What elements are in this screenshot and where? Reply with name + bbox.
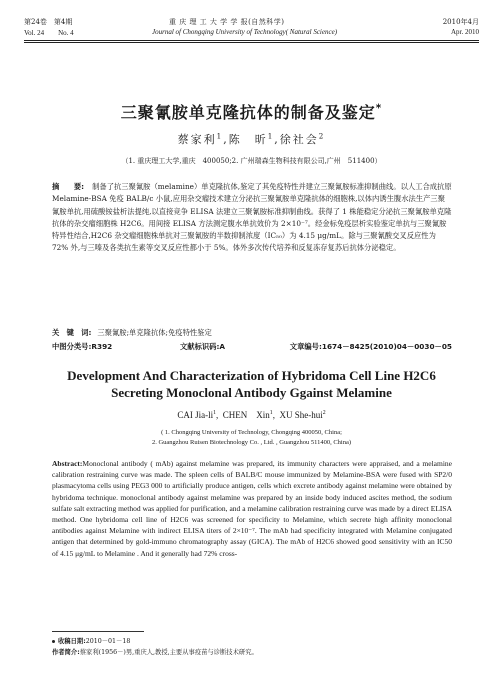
abstract-en (52, 458, 452, 559)
title-footnote-mark: * (375, 102, 383, 115)
author-name: CHEN Xin (222, 410, 270, 420)
author-list-cn: 蔡家利$^1$,陈 昕$^1$,徐社会$^2$ (177, 131, 326, 146)
header-rule-thin (24, 42, 479, 43)
footnote-author-bio: 作者简介:蔡家利(1956－)男,重庆人,教授,主要从事疫苗与诊断技术研究。 (52, 649, 258, 656)
affiliation-cn: （1. 重庆理工大学,重庆 400050;2. 广州瑞森生物科技有限公司,广州 511400） (121, 157, 382, 165)
paper-title-en: Development And Characterization of Hybridoma Cell Line H2C6 Secreting Monoclonal Antibody Ggainst Melamine (67, 368, 436, 400)
abstract-cn (52, 181, 452, 255)
paper-title-cn: 三聚氰胺单克隆抗体的制备及鉴定* (120, 102, 383, 122)
affiliation-en: ( 1. Chongqing University of Technology, Chongqing 400050, China; 2. Guangzhou Ruisen Biotechnology Co. , Ltd. , Guangzhou 511400, China) (151, 429, 352, 446)
keywords-cn (52, 328, 212, 338)
abstract-label-en: Abstract: (52, 459, 83, 468)
author-list-en: CAI Jia-$li^1$, CHEN Xin$^1$, XU She-hui$^2$ (177, 410, 326, 420)
volume-issue-en: Vol. 24 No. 4 (24, 29, 74, 37)
clc-number: 中图分类号:R392 (52, 342, 113, 351)
footnote-received: 收稿日期:2010－01－18 (52, 636, 130, 645)
issue-date-en: Apr. 2010 (451, 28, 479, 36)
article-number: 文章编号:1674－8425(2010)04－0030－05 (289, 342, 452, 351)
author-name: 陈 昕 (228, 133, 268, 146)
abstract-label-cn: 摘 要: (52, 182, 85, 191)
volume-issue-cn: 第24卷 第4期 (24, 18, 73, 26)
keywords-label-cn: 关 键 词: (52, 328, 92, 337)
abstract-text-cn: 制备了抗三聚氰胺（melamine）单克隆抗体,鉴定了其免疫特性并建立三聚氰胺标准抑制曲线。以人工合成抗原 Melamine-BSA 免疫 BALB/c 小鼠,应用杂交瘤技术建立分泌抗三聚氰胺单克隆抗体的细胞株,以体内诱生腹水法生产三聚氰胺单抗,用硫酸铵盐析法提纯,以直接竞争 ELISA 法建立三聚氰胺标准抑制曲线。获得了 1 株能稳定分泌抗三聚氰胺单克隆抗体的杂交瘤细胞株 H2C6。用间接 ELISA 方法测定腹水单抗效价为 2×10⁻⁷。经金标免疫层析实验鉴定单抗与三聚氰胺特异性结合,H2C6 杂交瘤细胞株单抗对三聚氰胺的半数抑制浓度（IC₅₀）为 4.15 μg/mL。除与三聚氰酸交叉反应性为 72% 外,与三嗪及各类抗生素等交叉反应性都小于 5%。体外多次传代培养和反复冻存复苏后抗体分泌稳定。 (52, 182, 452, 253)
journal-name-cn: 重 庆 理 工 大 学 学 报(自然科学) (169, 18, 285, 26)
author-name: 徐社会 (279, 133, 319, 146)
issue-date-cn: 2010年4月 (442, 18, 479, 26)
author-name: CAI Jia-li (177, 410, 214, 420)
document-code: 文献标识码:A (180, 342, 226, 351)
author-name: 蔡家利 (177, 133, 217, 146)
footnote-bullet-icon (52, 640, 55, 643)
header-rule (24, 40, 479, 41)
abstract-text-en: Monoclonal antibody ( mAb) against melamine was prepared, its immunity characters were appraised, and a melamine calibration restraining curve was made. The spleen cells of BALB/C mouse immunized by Melamine-BSA were fused with SP2/0 plasmacytoma cells using PEG3 000 to artificially produce antigen, cells which excrete antibody against melamine were obtained by hybridoma technique. monoclonal antibody against melamine was prepared by an inside body induced ascites method, the sodium sulfate salt extracting method was applied for purification, and a melamine calibration restraining curve was made by a direct ELISA method. One hybridoma cell line of H2C6 was screened for specificity to Melamine, which secrete high affinity monoclonal antibodies against Melamine with indirect ELISA titers of 2×10⁻⁷. The mAb had specificity integrated with Melamine conjugated antigen that determined by gold-immuno chromatography assay (GICA). The mAb of H2C6 showed good sensitivity with an IC50 of 4.15 μg/mL to Melamine . And it generally had 72% cross- (52, 459, 452, 558)
author-name: XU She-hui (279, 410, 323, 420)
journal-name-en: Journal of Chongqing University of Technology( Natural Science) (152, 28, 338, 36)
footnote-rule (52, 631, 144, 632)
keywords-text-cn: 三聚氰胺;单克隆抗体;免疫特性鉴定 (97, 328, 212, 337)
